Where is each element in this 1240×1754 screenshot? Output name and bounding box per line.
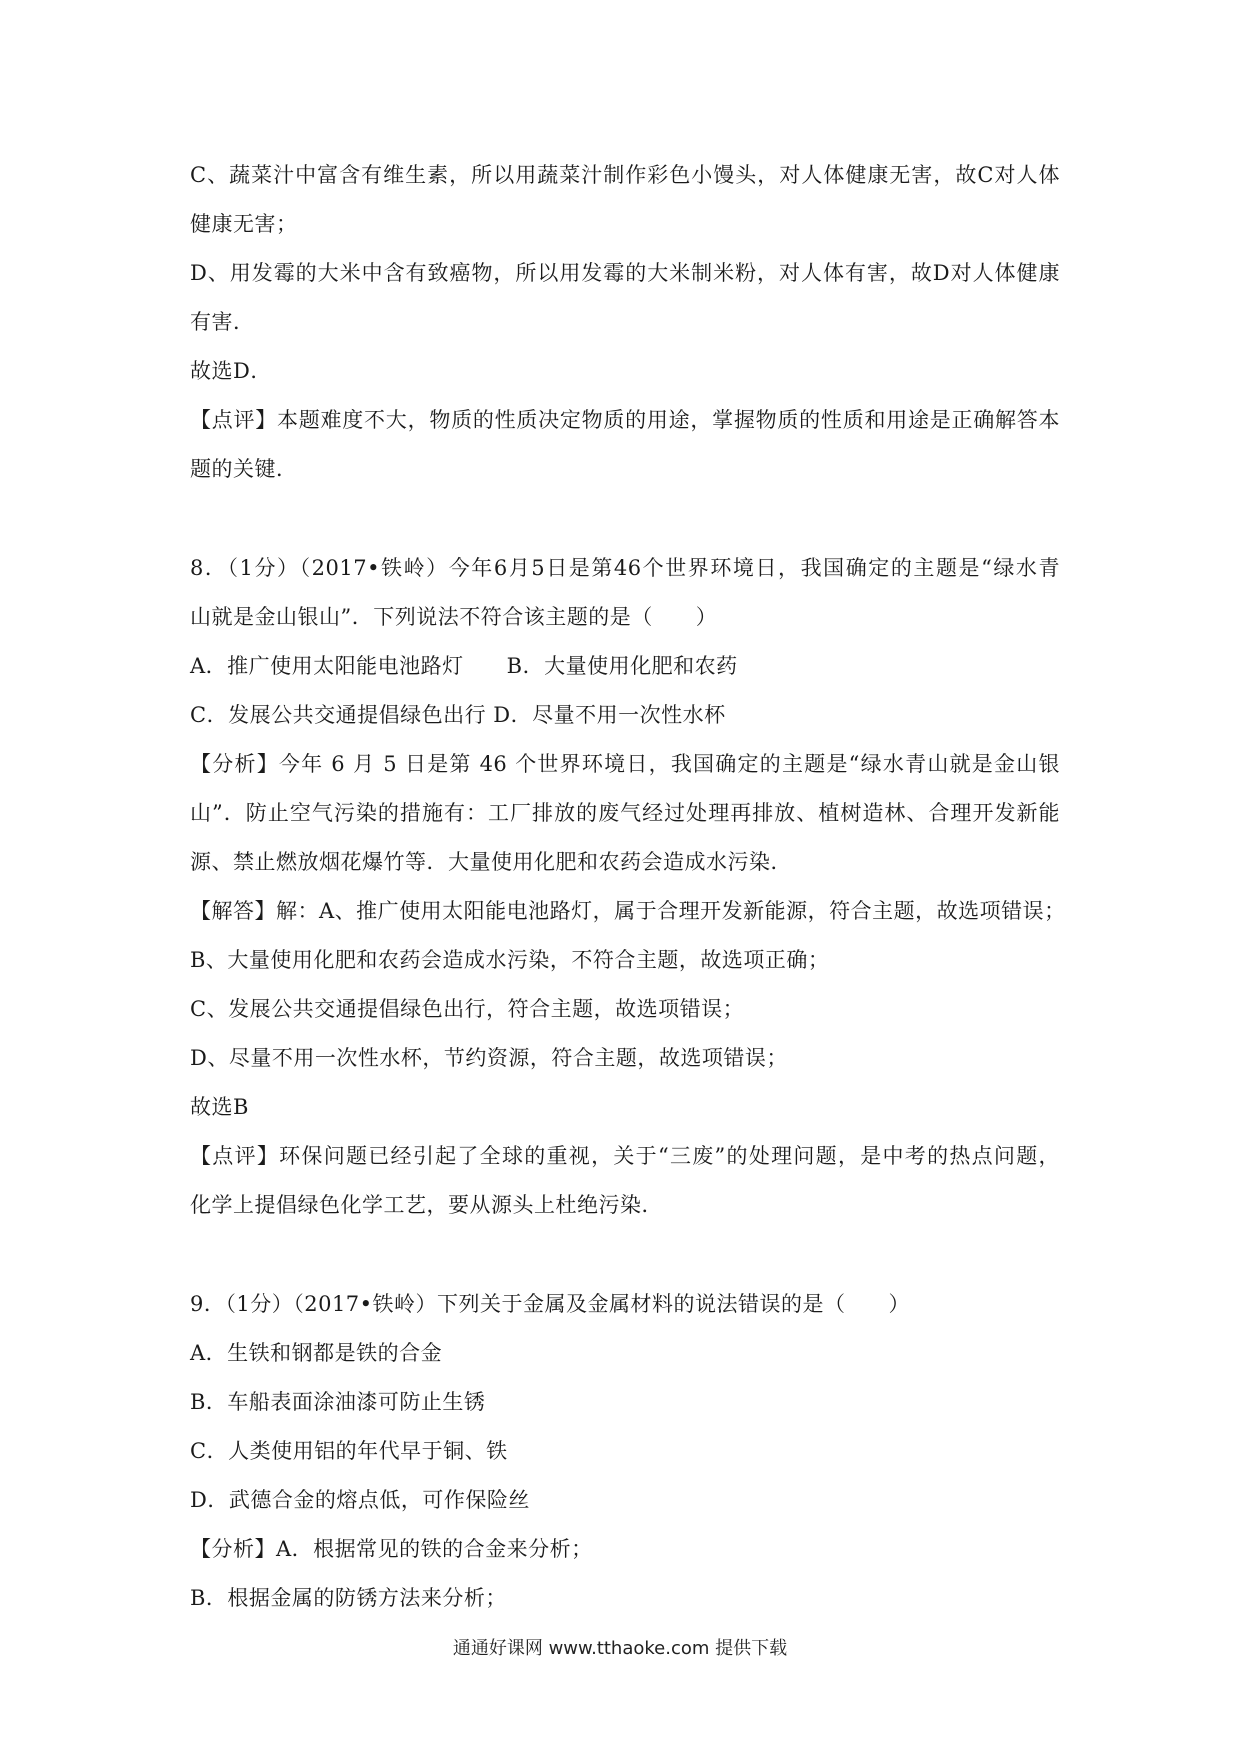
text-line: 山”．防止空气污染的措施有：工厂排放的废气经过处理再排放、植树造林、合理开发新能	[190, 801, 1060, 825]
text-line: 【分析】今年 6 月 5 日是第 46 个世界环境日，我国确定的主题是“绿水青山就是金山银	[190, 752, 1060, 776]
text-line: 健康无害；	[190, 212, 298, 236]
text-line: 【解答】解：A、推广使用太阳能电池路灯，属于合理开发新能源，符合主题，故选项错误；	[190, 899, 1066, 923]
text-line: C、发展公共交通提倡绿色出行，符合主题，故选项错误；	[190, 997, 745, 1021]
text-line: 题的关键．	[190, 457, 298, 481]
text-line: 9．（1分）（2017•铁岭）下列关于金属及金属材料的说法错误的是（ ）	[190, 1292, 911, 1316]
text-line: 【点评】环保问题已经引起了全球的重视，关于“三废”的处理问题，是中考的热点问题，	[190, 1144, 1060, 1168]
text-line: 山就是金山银山”．下列说法不符合该主题的是（ ）	[190, 605, 718, 629]
text-line: D．武德合金的熔点低，可作保险丝	[190, 1488, 530, 1512]
text-line: B．车船表面涂油漆可防止生锈	[190, 1390, 486, 1414]
text-line: 故选D．	[190, 359, 272, 383]
text-line: 8．（1分）（2017•铁岭）今年6月5日是第46个世界环境日，我国确定的主题是“绿水青	[190, 556, 1060, 580]
text-line: A．生铁和钢都是铁的合金	[190, 1341, 443, 1365]
text-line: B．根据金属的防锈方法来分析；	[190, 1586, 507, 1610]
text-line: C．发展公共交通提倡绿色出行 D．尽量不用一次性水杯	[190, 703, 726, 727]
text-line: 【点评】本题难度不大，物质的性质决定物质的用途，掌握物质的性质和用途是正确解答本	[190, 408, 1060, 432]
text-line: 故选B	[190, 1095, 249, 1119]
text-line: C．人类使用铝的年代早于铜、铁	[190, 1439, 508, 1463]
text-line: 源、禁止燃放烟花爆竹等．大量使用化肥和农药会造成水污染．	[190, 850, 792, 874]
text-line: C、蔬菜汁中富含有维生素，所以用蔬菜汁制作彩色小馒头，对人体健康无害，故C对人体	[190, 163, 1060, 187]
text-line: D、用发霉的大米中含有致癌物，所以用发霉的大米制米粉，对人体有害，故D对人体健康	[190, 261, 1060, 285]
text-line: A．推广使用太阳能电池路灯 B．大量使用化肥和农药	[190, 654, 738, 678]
text-line: D、尽量不用一次性水杯，节约资源，符合主题，故选项错误；	[190, 1046, 788, 1070]
text-line: 化学上提倡绿色化学工艺，要从源头上杜绝污染．	[190, 1193, 663, 1217]
text-line: 有害．	[190, 310, 255, 334]
text-line: 【分析】A．根据常见的铁的合金来分析；	[190, 1537, 593, 1561]
text-line: B、大量使用化肥和农药会造成水污染，不符合主题，故选项正确；	[190, 948, 830, 972]
page-footer: 通通好课网 www.tthaoke.com 提供下载	[452, 1638, 788, 1659]
